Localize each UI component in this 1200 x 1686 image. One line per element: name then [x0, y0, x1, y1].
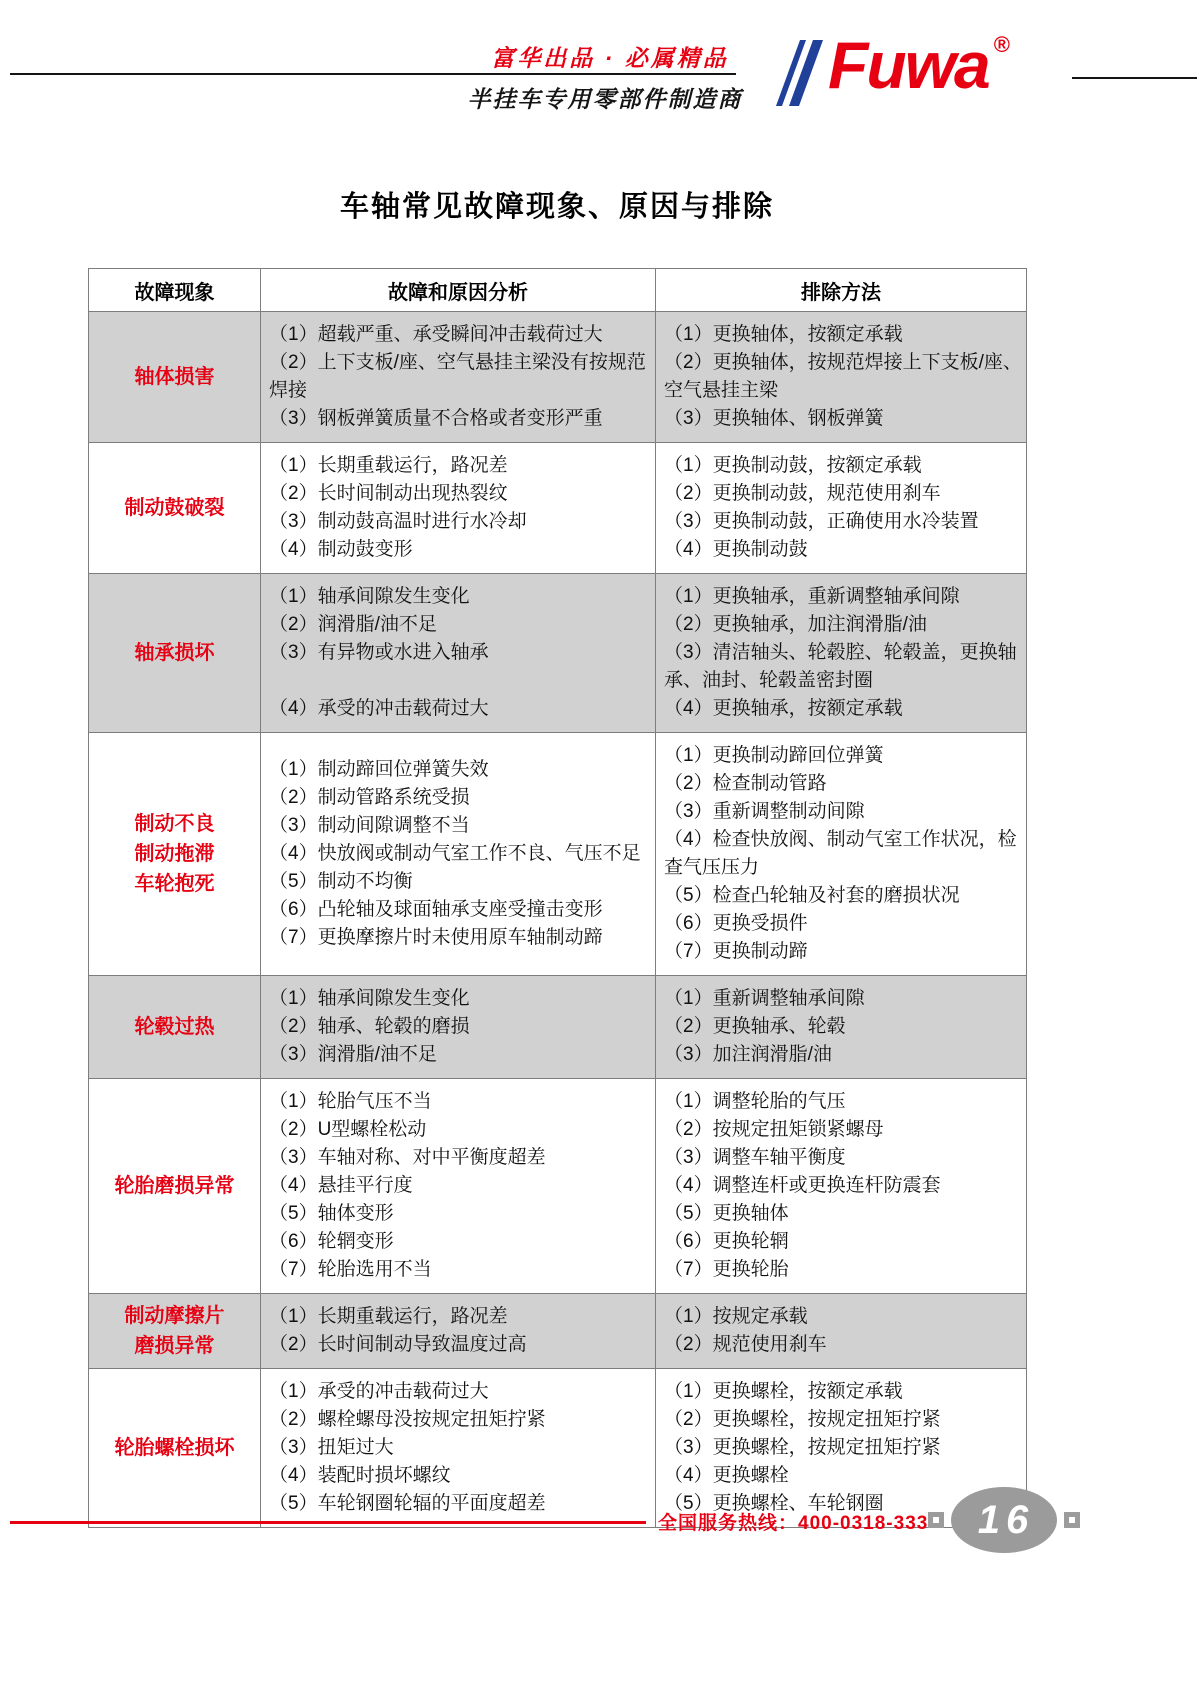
cause-cell — [261, 443, 656, 574]
cause-cell — [261, 1369, 656, 1528]
table-row — [89, 574, 1027, 733]
remedy-cell — [656, 1294, 1027, 1369]
phenomenon-cell — [89, 1369, 261, 1528]
phenomenon-cell — [89, 574, 261, 733]
remedy-item: （4）更换制动鼓 — [664, 539, 808, 560]
fuwa-logo — [788, 28, 1010, 106]
phenomenon-cell — [89, 733, 261, 976]
remedy-item: （4）更换轴承，按额定承载 — [664, 698, 903, 719]
remedy-item: （4）检查快放阀、制动气室工作状况，检查气压压力 — [664, 829, 1017, 878]
remedy-cell — [656, 574, 1027, 733]
cause-item: （2）制动管路系统受损 — [269, 787, 470, 808]
remedy-item: （3）重新调整制动间隙 — [664, 801, 865, 822]
remedy-item: （7）更换制动蹄 — [664, 941, 808, 962]
logo-stripe — [789, 40, 823, 106]
brand-slogan: 富华出品 · 必属精品 — [491, 45, 729, 71]
cause-item: （2）润滑脂/油不足 — [269, 614, 437, 635]
cause-item: （5）制动不均衡 — [269, 871, 413, 892]
cause-item: （4）悬挂平行度 — [269, 1175, 413, 1196]
remedy-item: （2）更换制动鼓，规范使用刹车 — [664, 483, 941, 504]
page-number: 16 — [977, 1497, 1035, 1542]
cause-item: （3）有异物或水进入轴承 — [269, 642, 489, 663]
cause-item: （3）扭矩过大 — [269, 1437, 394, 1458]
cause-item: （2）螺栓螺母没按规定扭矩拧紧 — [269, 1409, 546, 1430]
cause-item: （2）长时间制动出现热裂纹 — [269, 483, 508, 504]
table-body — [89, 312, 1027, 1528]
cause-item: （4）承受的冲击载荷过大 — [269, 698, 489, 719]
cause-item: （6）凸轮轴及球面轴承支座受撞击变形 — [269, 899, 603, 920]
cause-item — [269, 667, 651, 695]
remedy-item: （2）检查制动管路 — [664, 773, 827, 794]
cause-item: （1）长期重载运行，路况差 — [269, 1306, 508, 1327]
cause-cell — [261, 1079, 656, 1294]
remedy-cell — [656, 443, 1027, 574]
remedy-item: （3）清洁轴头、轮毂腔、轮毂盖，更换轴承、油封、轮毂盖密封圈 — [664, 642, 1017, 691]
remedy-item: （2）规范使用刹车 — [664, 1334, 827, 1355]
table-header — [89, 269, 1027, 312]
cause-item: （4）快放阀或制动气室工作不良、气压不足 — [269, 843, 641, 864]
remedy-item: （1）更换制动蹄回位弹簧 — [664, 745, 884, 766]
remedy-cell — [656, 976, 1027, 1079]
remedy-item: （1）按规定承载 — [664, 1306, 808, 1327]
remedy-item: （1）更换轴承，重新调整轴承间隙 — [664, 586, 960, 607]
remedy-item: （3）更换轴体、钢板弹簧 — [664, 408, 884, 429]
remedy-item: （3）更换制动鼓，正确使用水冷装置 — [664, 511, 979, 532]
remedy-item: （4）调整连杆或更换连杆防震套 — [664, 1175, 941, 1196]
cause-item: （2）上下支板/座、空气悬挂主梁没有按规范焊接 — [269, 352, 646, 401]
phenomenon-cell — [89, 1294, 261, 1369]
logo-stripes-icon — [788, 40, 818, 106]
table-row — [89, 1369, 1027, 1528]
remedy-item: （7）更换轮胎 — [664, 1259, 789, 1280]
table-header-row — [89, 269, 1027, 312]
remedy-cell — [656, 1079, 1027, 1294]
remedy-item: （6）更换受损件 — [664, 913, 808, 934]
badge-ellipse-icon — [951, 1487, 1057, 1553]
phenomenon-line: 车轮抱死 — [134, 873, 215, 895]
table-row — [89, 1294, 1027, 1369]
phenomenon-line: 轮胎螺栓损坏 — [114, 1437, 235, 1459]
remedy-cell — [656, 312, 1027, 443]
phenomenon-cell — [89, 1079, 261, 1294]
phenomenon-line: 制动鼓破裂 — [124, 497, 225, 519]
phenomenon-cell — [89, 443, 261, 574]
remedy-item: （1）更换螺栓，按额定承载 — [664, 1381, 903, 1402]
remedy-item: （1）更换轴体，按额定承载 — [664, 324, 903, 345]
cause-cell — [261, 312, 656, 443]
remedy-item: （3）调整车轴平衡度 — [664, 1147, 846, 1168]
table-row — [89, 976, 1027, 1079]
cause-cell — [261, 733, 656, 976]
remedy-item: （2）更换轴体，按规范焊接上下支板/座、空气悬挂主梁 — [664, 352, 1022, 401]
cause-item: （3）制动鼓高温时进行水冷却 — [269, 511, 527, 532]
phenomenon-line: 制动摩擦片 — [124, 1305, 225, 1327]
cause-cell — [261, 976, 656, 1079]
phenomenon-line: 轮胎磨损异常 — [114, 1175, 235, 1197]
table-row — [89, 733, 1027, 976]
header-divider-right — [1072, 77, 1197, 79]
phenomenon-line: 轮毂过热 — [134, 1016, 215, 1038]
remedy-item: （4）更换螺栓 — [664, 1465, 789, 1486]
phenomenon-cell — [89, 312, 261, 443]
remedy-item: （6）更换轮辋 — [664, 1231, 789, 1252]
table-row — [89, 443, 1027, 574]
remedy-item: （2）更换螺栓，按规定扭矩拧紧 — [664, 1409, 941, 1430]
phenomenon-line: 轴体损害 — [134, 366, 215, 388]
col-header-remedies: 排除方法 — [656, 269, 1027, 312]
phenomenon-line: 轴承损坏 — [134, 642, 215, 664]
remedy-item: （1）重新调整轴承间隙 — [664, 988, 865, 1009]
cause-item: （1）承受的冲击载荷过大 — [269, 1381, 489, 1402]
cause-item: （1）制动蹄回位弹簧失效 — [269, 759, 489, 780]
remedy-item: （1）调整轮胎的气压 — [664, 1091, 846, 1112]
remedy-item: （1）更换制动鼓，按额定承载 — [664, 455, 922, 476]
cause-cell — [261, 574, 656, 733]
cause-item: （1）超载严重、承受瞬间冲击载荷过大 — [269, 324, 603, 345]
cause-item: （3）钢板弹簧质量不合格或者变形严重 — [269, 408, 603, 429]
remedy-item: （5）更换轴体 — [664, 1203, 789, 1224]
phenomenon-cell — [89, 976, 261, 1079]
col-header-causes: 故障和原因分析 — [261, 269, 656, 312]
fault-table — [88, 268, 1027, 1528]
badge-dash-left-icon — [928, 1512, 944, 1528]
cause-item: （4）制动鼓变形 — [269, 539, 413, 560]
cause-item: （1）长期重载运行，路况差 — [269, 455, 508, 476]
cause-item: （3）车轴对称、对中平衡度超差 — [269, 1147, 546, 1168]
page-number-badge — [928, 1487, 1080, 1553]
col-header-phenomenon: 故障现象 — [89, 269, 261, 312]
cause-item: （3）制动间隙调整不当 — [269, 815, 470, 836]
badge-dash-right-icon — [1064, 1512, 1080, 1528]
cause-item: （5）车轮钢圈轮辐的平面度超差 — [269, 1493, 546, 1514]
cause-item: （2）长时间制动导致温度过高 — [269, 1334, 527, 1355]
remedy-item: （3）加注润滑脂/油 — [664, 1044, 832, 1065]
footer-divider — [10, 1521, 646, 1524]
cause-item: （7）更换摩擦片时未使用原车轴制动蹄 — [269, 927, 603, 948]
cause-item: （3）润滑脂/油不足 — [269, 1044, 437, 1065]
phenomenon-line: 磨损异常 — [134, 1335, 215, 1357]
remedy-item: （2）更换轴承，加注润滑脂/油 — [664, 614, 927, 635]
page-title: 车轴常见故障现象、原因与排除 — [339, 191, 774, 223]
cause-item: （6）轮辋变形 — [269, 1231, 394, 1252]
service-hotline: 全国服务热线：400-0318-333 — [658, 1513, 929, 1534]
phenomenon-line: 制动不良 — [134, 813, 215, 835]
remedy-item: （3）更换螺栓，按规定扭矩拧紧 — [664, 1437, 941, 1458]
cause-item: （1）轴承间隙发生变化 — [269, 586, 470, 607]
table-row — [89, 1079, 1027, 1294]
brand-subtitle: 半挂车专用零部件制造商 — [467, 86, 743, 112]
logo-wordmark: Fuwa — [828, 28, 989, 102]
remedy-item: （2）更换轴承、轮毂 — [664, 1016, 846, 1037]
cause-item: （1）轮胎气压不当 — [269, 1091, 432, 1112]
table-row — [89, 312, 1027, 443]
remedy-item: （2）按规定扭矩锁紧螺母 — [664, 1119, 884, 1140]
header-divider-left — [10, 73, 736, 75]
phenomenon-line: 制动拖滞 — [134, 843, 215, 865]
cause-item: （2）U型螺栓松动 — [269, 1119, 427, 1140]
cause-item: （5）轴体变形 — [269, 1203, 394, 1224]
cause-item: （1）轴承间隙发生变化 — [269, 988, 470, 1009]
registered-trademark-icon: ® — [993, 32, 1010, 57]
cause-item: （4）装配时损坏螺纹 — [269, 1465, 451, 1486]
remedy-item: （5）更换螺栓、车轮钢圈 — [664, 1493, 884, 1514]
cause-cell — [261, 1294, 656, 1369]
cause-item: （7）轮胎选用不当 — [269, 1259, 432, 1280]
remedy-item: （5）检查凸轮轴及衬套的磨损状况 — [664, 885, 960, 906]
remedy-cell — [656, 733, 1027, 976]
cause-item: （2）轴承、轮毂的磨损 — [269, 1016, 470, 1037]
